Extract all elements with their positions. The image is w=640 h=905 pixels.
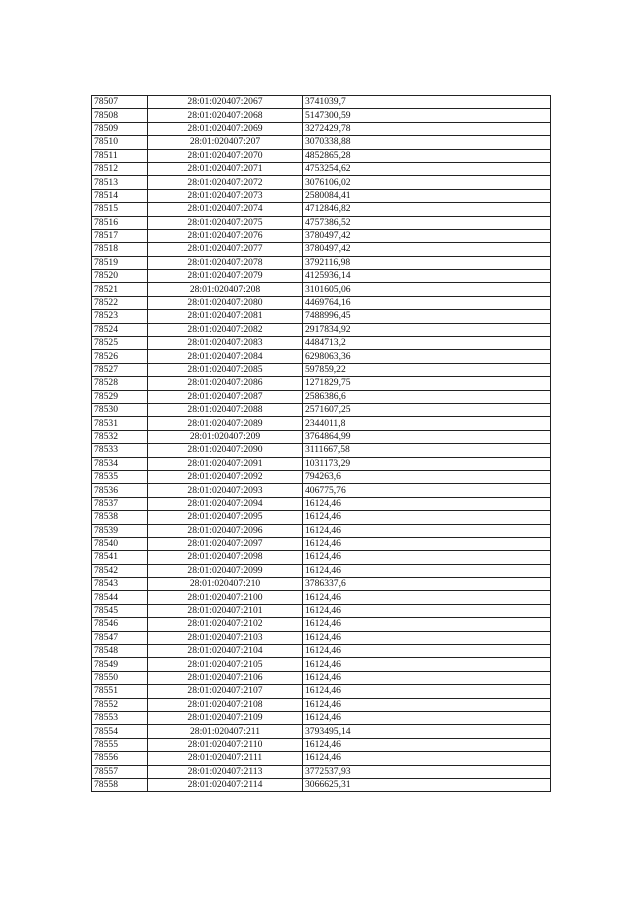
cadastral-value-cell: 406775,76 xyxy=(303,484,551,497)
table-row xyxy=(92,658,551,671)
cadastral-value-cell: 2580084,41 xyxy=(303,189,551,202)
cadastral-number-cell: 28:01:020407:2096 xyxy=(148,524,303,537)
row-number-cell: 78558 xyxy=(92,778,148,791)
cadastral-number-cell: 28:01:020407:2067 xyxy=(148,96,303,109)
table-row xyxy=(92,417,551,430)
row-number-cell: 78528 xyxy=(92,377,148,390)
row-number-cell: 78511 xyxy=(92,149,148,162)
table-row xyxy=(92,511,551,524)
cadastral-number-cell: 28:01:020407:2088 xyxy=(148,403,303,416)
table-row xyxy=(92,725,551,738)
row-number-cell: 78516 xyxy=(92,216,148,229)
table-row xyxy=(92,229,551,242)
row-number-cell: 78520 xyxy=(92,270,148,283)
cadastral-value-cell: 1031173,29 xyxy=(303,457,551,470)
table-row xyxy=(92,537,551,550)
row-number-cell: 78536 xyxy=(92,484,148,497)
table-body xyxy=(92,96,551,792)
table-row xyxy=(92,283,551,296)
cadastral-value-cell: 4712846,82 xyxy=(303,203,551,216)
row-number-cell: 78524 xyxy=(92,323,148,336)
cadastral-value-cell: 16124,46 xyxy=(303,752,551,765)
cadastral-number-cell: 28:01:020407:2108 xyxy=(148,698,303,711)
cadastral-number-cell: 28:01:020407:2082 xyxy=(148,323,303,336)
cadastral-value-cell: 1271829,75 xyxy=(303,377,551,390)
table-row xyxy=(92,176,551,189)
table-row xyxy=(92,444,551,457)
cadastral-value-cell: 3786337,6 xyxy=(303,578,551,591)
table-row xyxy=(92,698,551,711)
table-row xyxy=(92,109,551,122)
table-row xyxy=(92,136,551,149)
table-row xyxy=(92,497,551,510)
cadastral-number-cell: 28:01:020407:2080 xyxy=(148,296,303,309)
row-number-cell: 78542 xyxy=(92,564,148,577)
row-number-cell: 78508 xyxy=(92,109,148,122)
cadastral-value-cell: 4852865,28 xyxy=(303,149,551,162)
cadastral-value-cell: 16124,46 xyxy=(303,671,551,684)
cadastral-value-cell: 6298063,36 xyxy=(303,350,551,363)
cadastral-value-cell: 16124,46 xyxy=(303,511,551,524)
cadastral-value-cell: 16124,46 xyxy=(303,551,551,564)
table-row xyxy=(92,457,551,470)
table-row xyxy=(92,296,551,309)
table-row xyxy=(92,323,551,336)
row-number-cell: 78534 xyxy=(92,457,148,470)
cadastral-value-cell: 16124,46 xyxy=(303,591,551,604)
row-number-cell: 78547 xyxy=(92,631,148,644)
table-row xyxy=(92,524,551,537)
cadastral-number-cell: 28:01:020407:207 xyxy=(148,136,303,149)
cadastral-number-cell: 28:01:020407:209 xyxy=(148,430,303,443)
row-number-cell: 78553 xyxy=(92,711,148,724)
cadastral-number-cell: 28:01:020407:2101 xyxy=(148,604,303,617)
table-row xyxy=(92,551,551,564)
cadastral-number-cell: 28:01:020407:2086 xyxy=(148,377,303,390)
cadastral-value-cell: 794263,6 xyxy=(303,470,551,483)
cadastral-value-cell: 3793495,14 xyxy=(303,725,551,738)
row-number-cell: 78545 xyxy=(92,604,148,617)
table-row xyxy=(92,203,551,216)
table-row xyxy=(92,591,551,604)
cadastral-number-cell: 28:01:020407:2104 xyxy=(148,645,303,658)
row-number-cell: 78535 xyxy=(92,470,148,483)
cadastral-number-cell: 28:01:020407:2095 xyxy=(148,511,303,524)
row-number-cell: 78533 xyxy=(92,444,148,457)
cadastral-number-cell: 28:01:020407:2103 xyxy=(148,631,303,644)
table-row xyxy=(92,778,551,791)
table-row xyxy=(92,189,551,202)
cadastral-number-cell: 28:01:020407:2094 xyxy=(148,497,303,510)
cadastral-value-cell: 3076106,02 xyxy=(303,176,551,189)
cadastral-value-cell: 597859,22 xyxy=(303,363,551,376)
cadastral-value-cell: 3780497,42 xyxy=(303,243,551,256)
cadastral-number-cell: 28:01:020407:2073 xyxy=(148,189,303,202)
cadastral-value-cell: 4469764,16 xyxy=(303,296,551,309)
cadastral-value-cell: 4757386,52 xyxy=(303,216,551,229)
table-row xyxy=(92,122,551,135)
cadastral-value-cell: 16124,46 xyxy=(303,524,551,537)
cadastral-number-cell: 28:01:020407:208 xyxy=(148,283,303,296)
table-row xyxy=(92,578,551,591)
table-row xyxy=(92,363,551,376)
cadastral-number-cell: 28:01:020407:210 xyxy=(148,578,303,591)
table-row xyxy=(92,96,551,109)
table-row xyxy=(92,618,551,631)
cadastral-number-cell: 28:01:020407:2072 xyxy=(148,176,303,189)
cadastral-value-cell: 16124,46 xyxy=(303,631,551,644)
row-number-cell: 78554 xyxy=(92,725,148,738)
cadastral-number-cell: 28:01:020407:2081 xyxy=(148,310,303,323)
cadastral-value-cell: 3772537,93 xyxy=(303,765,551,778)
cadastral-number-cell: 28:01:020407:2089 xyxy=(148,417,303,430)
cadastral-value-cell: 16124,46 xyxy=(303,497,551,510)
row-number-cell: 78549 xyxy=(92,658,148,671)
row-number-cell: 78514 xyxy=(92,189,148,202)
cadastral-number-cell: 28:01:020407:211 xyxy=(148,725,303,738)
cadastral-number-cell: 28:01:020407:2069 xyxy=(148,122,303,135)
cadastral-number-cell: 28:01:020407:2087 xyxy=(148,390,303,403)
row-number-cell: 78507 xyxy=(92,96,148,109)
cadastral-value-cell: 2344011,8 xyxy=(303,417,551,430)
row-number-cell: 78519 xyxy=(92,256,148,269)
row-number-cell: 78539 xyxy=(92,524,148,537)
cadastral-value-cell: 4125936,14 xyxy=(303,270,551,283)
cadastral-value-cell: 5147300,59 xyxy=(303,109,551,122)
table-row xyxy=(92,738,551,751)
cadastral-value-cell: 3272429,78 xyxy=(303,122,551,135)
row-number-cell: 78509 xyxy=(92,122,148,135)
row-number-cell: 78540 xyxy=(92,537,148,550)
table-row xyxy=(92,350,551,363)
cadastral-number-cell: 28:01:020407:2113 xyxy=(148,765,303,778)
row-number-cell: 78522 xyxy=(92,296,148,309)
row-number-cell: 78530 xyxy=(92,403,148,416)
table-row xyxy=(92,604,551,617)
row-number-cell: 78527 xyxy=(92,363,148,376)
cadastral-value-cell: 3101605,06 xyxy=(303,283,551,296)
table-row xyxy=(92,470,551,483)
cadastral-number-cell: 28:01:020407:2099 xyxy=(148,564,303,577)
row-number-cell: 78532 xyxy=(92,430,148,443)
row-number-cell: 78525 xyxy=(92,337,148,350)
table-row xyxy=(92,765,551,778)
cadastral-value-cell: 16124,46 xyxy=(303,738,551,751)
cadastral-number-cell: 28:01:020407:2071 xyxy=(148,162,303,175)
cadastral-value-cell: 16124,46 xyxy=(303,564,551,577)
row-number-cell: 78556 xyxy=(92,752,148,765)
row-number-cell: 78548 xyxy=(92,645,148,658)
row-number-cell: 78523 xyxy=(92,310,148,323)
row-number-cell: 78557 xyxy=(92,765,148,778)
table-row xyxy=(92,337,551,350)
cadastral-number-cell: 28:01:020407:2074 xyxy=(148,203,303,216)
cadastral-value-cell: 2586386,6 xyxy=(303,390,551,403)
cadastral-number-cell: 28:01:020407:2075 xyxy=(148,216,303,229)
cadastral-value-cell: 2917834,92 xyxy=(303,323,551,336)
cadastral-number-cell: 28:01:020407:2068 xyxy=(148,109,303,122)
row-number-cell: 78552 xyxy=(92,698,148,711)
cadastral-number-cell: 28:01:020407:2107 xyxy=(148,685,303,698)
table-row xyxy=(92,711,551,724)
table-row xyxy=(92,162,551,175)
row-number-cell: 78518 xyxy=(92,243,148,256)
table-row xyxy=(92,752,551,765)
row-number-cell: 78550 xyxy=(92,671,148,684)
cadastral-value-cell: 4753254,62 xyxy=(303,162,551,175)
cadastral-number-cell: 28:01:020407:2083 xyxy=(148,337,303,350)
table-row xyxy=(92,685,551,698)
table-row xyxy=(92,631,551,644)
cadastral-number-cell: 28:01:020407:2085 xyxy=(148,363,303,376)
cadastral-value-cell: 3111667,58 xyxy=(303,444,551,457)
row-number-cell: 78515 xyxy=(92,203,148,216)
table-row xyxy=(92,216,551,229)
cadastral-number-cell: 28:01:020407:2109 xyxy=(148,711,303,724)
table-row xyxy=(92,564,551,577)
cadastral-number-cell: 28:01:020407:2098 xyxy=(148,551,303,564)
table-row xyxy=(92,484,551,497)
row-number-cell: 78510 xyxy=(92,136,148,149)
cadastral-number-cell: 28:01:020407:2106 xyxy=(148,671,303,684)
cadastral-value-cell: 3741039,7 xyxy=(303,96,551,109)
table-row xyxy=(92,149,551,162)
cadastral-value-cell: 16124,46 xyxy=(303,658,551,671)
cadastral-value-cell: 16124,46 xyxy=(303,645,551,658)
cadastral-value-cell: 3792116,98 xyxy=(303,256,551,269)
cadastral-value-cell: 16124,46 xyxy=(303,618,551,631)
cadastral-value-cell: 16124,46 xyxy=(303,698,551,711)
row-number-cell: 78543 xyxy=(92,578,148,591)
cadastral-number-cell: 28:01:020407:2105 xyxy=(148,658,303,671)
table-row xyxy=(92,377,551,390)
cadastral-value-cell: 16124,46 xyxy=(303,537,551,550)
table-row xyxy=(92,430,551,443)
table-row xyxy=(92,390,551,403)
cadastral-value-cell: 16124,46 xyxy=(303,685,551,698)
cadastral-number-cell: 28:01:020407:2100 xyxy=(148,591,303,604)
cadastral-value-cell: 2571607,25 xyxy=(303,403,551,416)
row-number-cell: 78529 xyxy=(92,390,148,403)
cadastral-number-cell: 28:01:020407:2076 xyxy=(148,229,303,242)
cadastral-number-cell: 28:01:020407:2102 xyxy=(148,618,303,631)
cadastral-value-cell: 7488996,45 xyxy=(303,310,551,323)
row-number-cell: 78537 xyxy=(92,497,148,510)
cadastral-number-cell: 28:01:020407:2092 xyxy=(148,470,303,483)
cadastral-value-cell: 16124,46 xyxy=(303,711,551,724)
table-row xyxy=(92,671,551,684)
row-number-cell: 78541 xyxy=(92,551,148,564)
cadastral-number-cell: 28:01:020407:2070 xyxy=(148,149,303,162)
row-number-cell: 78546 xyxy=(92,618,148,631)
cadastral-number-cell: 28:01:020407:2078 xyxy=(148,256,303,269)
row-number-cell: 78512 xyxy=(92,162,148,175)
row-number-cell: 78551 xyxy=(92,685,148,698)
cadastral-value-table xyxy=(91,95,551,792)
cadastral-number-cell: 28:01:020407:2077 xyxy=(148,243,303,256)
table-row xyxy=(92,256,551,269)
cadastral-number-cell: 28:01:020407:2110 xyxy=(148,738,303,751)
table-row xyxy=(92,403,551,416)
row-number-cell: 78526 xyxy=(92,350,148,363)
cadastral-number-cell: 28:01:020407:2090 xyxy=(148,444,303,457)
cadastral-value-cell: 3070338,88 xyxy=(303,136,551,149)
table-row xyxy=(92,310,551,323)
cadastral-number-cell: 28:01:020407:2097 xyxy=(148,537,303,550)
row-number-cell: 78538 xyxy=(92,511,148,524)
table-row xyxy=(92,270,551,283)
row-number-cell: 78513 xyxy=(92,176,148,189)
cadastral-number-cell: 28:01:020407:2084 xyxy=(148,350,303,363)
cadastral-value-cell: 3764864,99 xyxy=(303,430,551,443)
cadastral-number-cell: 28:01:020407:2079 xyxy=(148,270,303,283)
cadastral-value-cell: 3780497,42 xyxy=(303,229,551,242)
cadastral-number-cell: 28:01:020407:2111 xyxy=(148,752,303,765)
cadastral-value-cell: 3066625,31 xyxy=(303,778,551,791)
row-number-cell: 78531 xyxy=(92,417,148,430)
table-row xyxy=(92,243,551,256)
cadastral-number-cell: 28:01:020407:2114 xyxy=(148,778,303,791)
cadastral-value-cell: 16124,46 xyxy=(303,604,551,617)
cadastral-number-cell: 28:01:020407:2093 xyxy=(148,484,303,497)
row-number-cell: 78555 xyxy=(92,738,148,751)
cadastral-value-cell: 4484713,2 xyxy=(303,337,551,350)
row-number-cell: 78544 xyxy=(92,591,148,604)
cadastral-number-cell: 28:01:020407:2091 xyxy=(148,457,303,470)
row-number-cell: 78517 xyxy=(92,229,148,242)
table-row xyxy=(92,645,551,658)
row-number-cell: 78521 xyxy=(92,283,148,296)
